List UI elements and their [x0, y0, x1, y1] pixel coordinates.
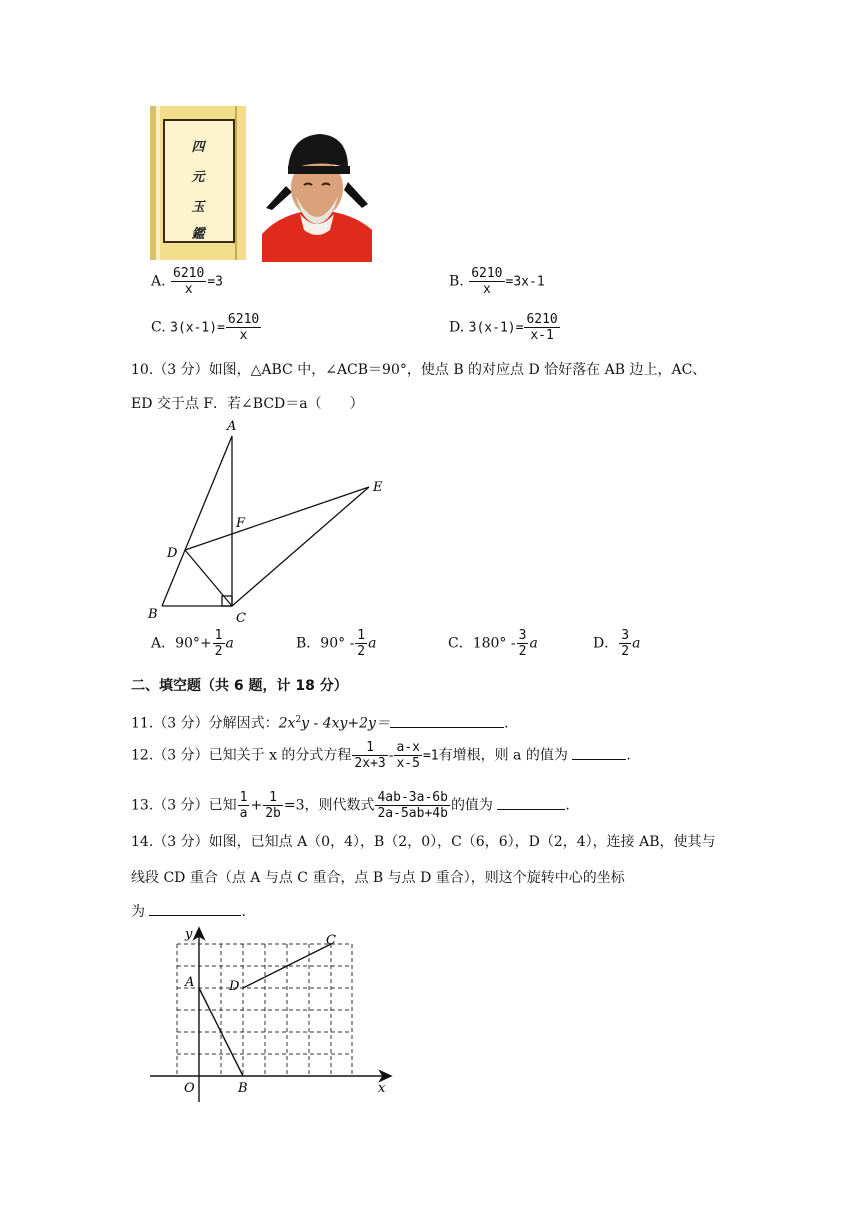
q14-line-3	[131, 902, 246, 922]
q12-fraction-2	[394, 740, 421, 771]
q14-label-c: C	[326, 933, 336, 948]
q10-label-a: A	[227, 419, 237, 434]
q9-option-d-den: x-1	[530, 328, 554, 343]
q10-option-a-var: a	[225, 635, 234, 652]
q9-option-a	[151, 266, 223, 297]
q9-option-a-fraction	[171, 266, 206, 297]
q9-option-b-num: 6210	[471, 266, 503, 281]
book-title-char-4: 鑑	[191, 227, 205, 242]
q9-option-b-rhs: =3x-1	[505, 274, 545, 290]
q13-plus: +	[250, 797, 263, 814]
q13-answer-blank[interactable]	[497, 797, 565, 810]
q10-option-c-den: 2	[518, 644, 527, 659]
q13-end: .	[565, 797, 570, 814]
book-title-char-2: 元	[191, 170, 205, 185]
q9-option-b	[449, 266, 545, 297]
q10-option-a-fraction	[213, 628, 225, 659]
q13-prefix: 13.（3 分）已知	[131, 797, 237, 814]
q14-line-2: 线段 CD 重合（点 A 与点 C 重合，点 B 与点 D 重合），则这个旋转中心的坐标	[131, 870, 625, 886]
q11-prefix: 11.（3 分）分解因式：	[131, 715, 279, 732]
q10-option-c-op: -	[510, 635, 516, 652]
q12-prefix: 12.（3 分）已知关于 x 的分式方程	[131, 747, 352, 764]
q14-answer-blank[interactable]	[149, 903, 241, 916]
q10-label-b: B	[148, 607, 158, 622]
q10-option-d	[593, 628, 640, 659]
q10-label-e: E	[373, 480, 383, 495]
q10-option-b-num: 1	[357, 628, 366, 643]
q12-f2-den: x-5	[396, 756, 420, 771]
q13	[131, 790, 570, 821]
book-title-char-1: 四	[191, 140, 205, 155]
q9-option-a-den: x	[184, 282, 193, 297]
q12-f1-den: 2x+3	[354, 756, 386, 771]
q10-option-d-num: 3	[621, 628, 630, 643]
q10-option-b-fraction	[355, 628, 367, 659]
q9-option-c-den: x	[239, 328, 248, 343]
q9-option-d-num: 6210	[526, 312, 558, 327]
q9-option-a-rhs: =3	[207, 274, 223, 290]
q9-option-c-lhs: 3(x-1)=	[170, 320, 225, 336]
q10-option-a-label: A．90°	[151, 635, 200, 652]
q10-option-d-var: a	[632, 635, 641, 652]
q11-exponent: 2	[295, 715, 302, 725]
q12-end: .	[626, 747, 631, 764]
q13-fraction-1	[238, 790, 250, 821]
q14-end: .	[241, 904, 246, 920]
q14-label-b: B	[238, 1081, 248, 1096]
q14-label-o: O	[184, 1081, 195, 1096]
q9-option-d-fraction	[524, 312, 559, 343]
q13-f3-den: 2a-5ab+4b	[377, 806, 448, 821]
q10-label-d: D	[167, 546, 178, 561]
q14-line-1: 14.（3 分）如图，已知点 A（0，4），B（2，0），C（6，6），D（2，4），连接 AB，使其与	[131, 834, 716, 850]
q14-coordinate-figure	[140, 922, 400, 1108]
q12	[131, 740, 631, 771]
q12-suffix: 有增根，则 a 的值为	[438, 747, 568, 764]
q10-option-b-op: -	[349, 635, 355, 652]
q12-f2-num: a-x	[396, 740, 420, 755]
q12-f1-num: 1	[352, 740, 387, 756]
q14-label-a: A	[185, 975, 195, 990]
q14-label-y: y	[185, 927, 193, 942]
q13-f2-den: 2b	[265, 806, 281, 821]
q10-option-c-var: a	[529, 635, 538, 652]
q14-label-d: D	[229, 979, 240, 994]
q9-option-d-lhs: 3(x-1)=	[468, 320, 524, 336]
q10-option-d-label: D．	[593, 635, 619, 652]
q10-option-b-den: 2	[357, 644, 366, 659]
q10-label-c: C	[236, 611, 246, 626]
q11-answer-blank[interactable]	[390, 715, 504, 728]
q9-option-c-fraction	[226, 312, 261, 343]
q10-line-1: 10.（3 分）如图，△ABC 中，∠ACB＝90°，使点 B 的对应点 D 恰好落在 AB 边上，AC、	[131, 362, 707, 378]
q12-minus: -	[388, 747, 394, 764]
q10-option-a-num: 1	[214, 628, 223, 643]
q10-option-c-label: C．180°	[448, 635, 507, 652]
q9-option-c-label: C.	[151, 319, 166, 336]
book-title-char-3: 玉	[191, 200, 205, 215]
q9-option-b-den: x	[482, 282, 491, 297]
q9-option-c	[151, 312, 262, 343]
q10-option-c-num: 3	[518, 628, 527, 643]
q10-option-b-label: B．90°	[296, 635, 346, 652]
q11-expr-b: y - 4xy+2y＝	[301, 715, 390, 732]
q13-suffix: 的值为	[450, 797, 493, 814]
q10-option-c	[448, 628, 538, 659]
q12-eq: =1	[422, 748, 439, 764]
q13-fraction-3	[375, 790, 449, 821]
q11-suffix: .	[503, 715, 509, 732]
q13-f1-num: 1	[239, 790, 248, 805]
q10-option-b	[296, 628, 376, 659]
q9-option-b-fraction	[469, 266, 504, 297]
q13-eq: =3，则代数式	[283, 797, 375, 814]
q13-f1-den: a	[239, 806, 248, 821]
q9-option-b-label: B.	[449, 273, 464, 290]
book-cover-image	[150, 106, 246, 260]
q10-option-a-den: 2	[214, 644, 223, 659]
q10-option-d-fraction	[619, 628, 631, 659]
q10-line-2: ED 交于点 F．若∠BCD＝a（ ）	[131, 396, 364, 412]
q10-option-c-fraction	[517, 628, 529, 659]
q14-line-3-text: 为	[131, 904, 145, 920]
q14-label-x: x	[378, 1081, 386, 1096]
section-2-heading: 二、填空题（共 6 题，计 18 分）	[131, 678, 348, 694]
q9-option-d-label: D.	[449, 319, 465, 336]
q13-f3-num: 4ab-3a-6b	[377, 790, 448, 805]
q9-option-a-num: 6210	[173, 266, 205, 281]
q9-option-d	[449, 312, 561, 343]
q10-option-a-op: +	[199, 635, 212, 652]
q9-option-c-num: 6210	[227, 312, 260, 327]
q11-expr-a: 2x	[278, 715, 296, 732]
q10-triangle-figure	[140, 412, 400, 632]
q12-fraction-1	[352, 740, 387, 771]
q9-option-a-label: A.	[151, 273, 166, 290]
q13-fraction-2	[263, 790, 283, 821]
portrait-image	[262, 130, 372, 262]
q10-label-f: F	[236, 516, 246, 531]
q13-f2-num: 1	[263, 790, 283, 806]
q11	[131, 710, 508, 734]
q10-option-b-var: a	[368, 635, 377, 652]
q12-answer-blank[interactable]	[572, 747, 626, 760]
q10-option-d-den: 2	[621, 644, 630, 659]
q10-option-a	[151, 628, 234, 659]
